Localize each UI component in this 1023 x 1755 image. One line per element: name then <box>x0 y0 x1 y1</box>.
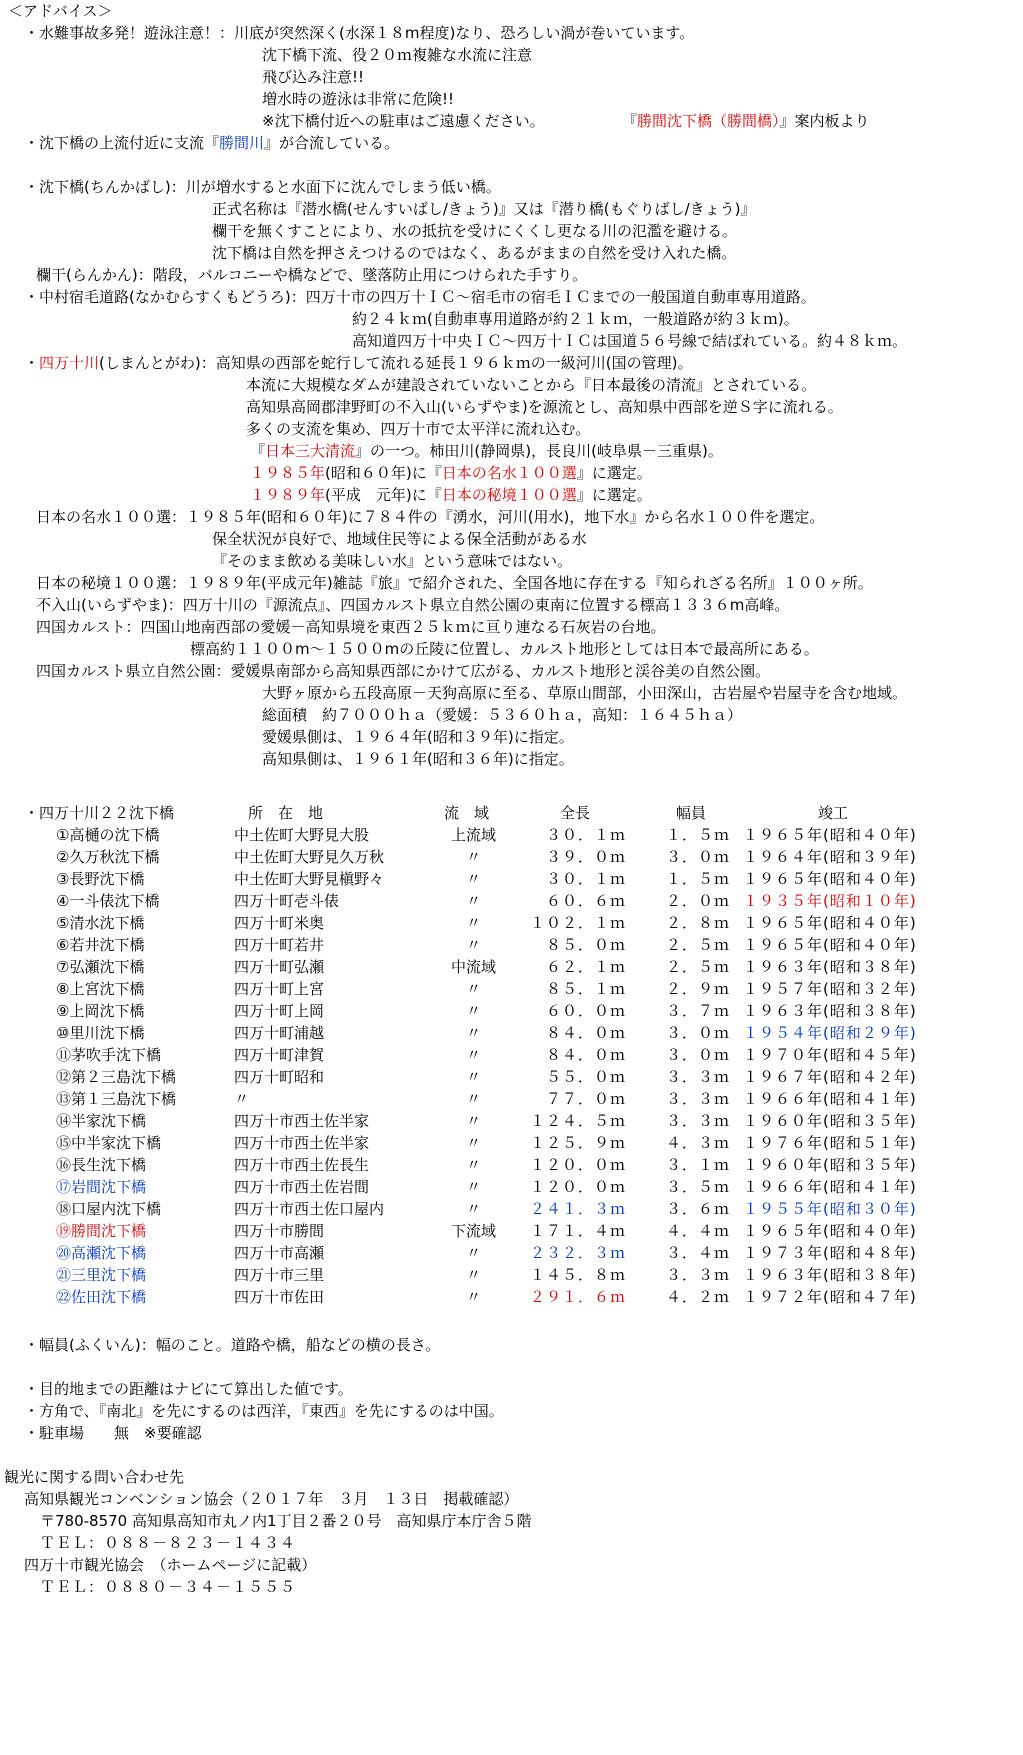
contact-org: 四万十市観光協会 （ホームページに記載） <box>24 1556 317 1574</box>
bridge-name: ⑫第２三島沈下橋 <box>56 1068 177 1086</box>
bridge-area: 〃 <box>465 1068 481 1086</box>
bridge-length: ３０．１ｍ <box>545 826 626 844</box>
table-row <box>0 912 1023 934</box>
bridge-location: 四万十町浦越 <box>234 1024 325 1042</box>
bridge-name: ③長野沈下橋 <box>56 870 145 888</box>
bridge-year: １９７３年(昭和４８年) <box>743 1244 917 1262</box>
bridge-length: １０２．１ｍ <box>529 914 626 932</box>
bridge-location: 四万十町津賀 <box>234 1046 325 1064</box>
bridge-length: ６２．１ｍ <box>545 958 626 976</box>
table-row <box>0 890 1023 912</box>
bridge-width: ３．０ｍ <box>666 1046 731 1064</box>
bridge-year: １９６６年(昭和４１年) <box>743 1090 917 1108</box>
bridge-length: ２３２．３ｍ <box>529 1244 626 1262</box>
chinka-definition: ・沈下橋(ちんかばし)：川が増水すると水面下に沈んでしまう低い橋。 <box>24 178 501 196</box>
bridge-width: ２．５ｍ <box>666 958 731 976</box>
bridge-name: ⑩里川沈下橋 <box>56 1024 145 1042</box>
bridge-area: 上流域 <box>450 826 496 844</box>
advice-warning-line: ・水難事故多発！遊泳注意！：川底が突然深く(水深１８m程度)なり、恐ろしい渦が巻いています。 <box>24 24 695 42</box>
bridge-length: １７１．４ｍ <box>529 1222 626 1240</box>
bridge-year: １９６３年(昭和３８年) <box>743 1002 917 1020</box>
bridge-length: ２４１．３ｍ <box>529 1200 626 1218</box>
bridge-length: ２９１．６ｍ <box>529 1288 626 1306</box>
table-row <box>0 846 1023 868</box>
bridge-area: 〃 <box>465 936 481 954</box>
contact-tel: ＴＥＬ：０８８－８２３－１４３４ <box>40 1534 297 1552</box>
bridge-name: ⑰岩間沈下橋 <box>56 1178 147 1196</box>
bridge-year: １９６５年(昭和４０年) <box>743 826 917 844</box>
bridge-name: ⑱口屋内沈下橋 <box>56 1200 162 1218</box>
bridge-area: 中流域 <box>450 958 496 976</box>
table-row <box>0 1198 1023 1220</box>
bridge-width: ３．５ｍ <box>666 1178 731 1196</box>
chinka-line: 欄干を無くすことにより、水の抵抗を受けにくくし更なる川の氾濫を避ける。 <box>212 222 738 240</box>
bridge-width: ４．３ｍ <box>666 1134 731 1152</box>
bridge-year: １９６０年(昭和３５年) <box>743 1112 917 1130</box>
shimanto-line: 高知県高岡郡津野町の不入山(いらずやま)を源流とし、高知県中西部を逆Ｓ字に流れる。 <box>246 398 843 416</box>
karst-park-line: 高知県側は、１９６１年(昭和３６年)に指定。 <box>262 750 574 768</box>
bridge-length: ８５．１ｍ <box>545 980 626 998</box>
bridge-name: ⑦弘瀬沈下橋 <box>56 958 145 976</box>
bridge-width: ３．０ｍ <box>666 848 731 866</box>
bridge-area: 〃 <box>465 914 481 932</box>
advice-line: 沈下橋下流、役２０ｍ複雑な水流に注意 <box>262 46 533 64</box>
karst-park-line: 愛媛県側は、１９６４年(昭和３９年)に指定。 <box>262 728 574 746</box>
note-distance: ・目的地までの距離はナビにて算出した値です。 <box>24 1380 353 1398</box>
bridge-length: １２０．０ｍ <box>529 1156 626 1174</box>
bridge-length: １４５．８ｍ <box>529 1266 626 1284</box>
bridge-location: 四万十市西土佐岩間 <box>234 1178 370 1196</box>
bridge-year: １９６６年(昭和４１年) <box>743 1178 917 1196</box>
bridge-length: １２４．５ｍ <box>529 1112 626 1130</box>
shimanto-definition: ・四万十川(しまんとがわ)：高知県の西部を蛇行して流れる延長１９６ｋｍの一級河川(国の管理)。 <box>24 354 693 372</box>
bridge-area: 〃 <box>465 1200 481 1218</box>
karst-line: 標高約１１００m～１５００mの丘陵に位置し、カルスト地形としては日本で最高所にある。 <box>190 640 819 658</box>
bridge-name: ⑭半家沈下橋 <box>56 1112 147 1130</box>
table-row <box>0 1220 1023 1242</box>
bridge-width: ２．５ｍ <box>666 936 731 954</box>
bridge-length: ８５．０ｍ <box>545 936 626 954</box>
bridge-location: 中土佐町大野見久万秋 <box>234 848 385 866</box>
bridge-location: 〃 <box>234 1090 250 1108</box>
bridge-name: ②久万秋沈下橋 <box>56 848 160 866</box>
bridge-location: 四万十市三里 <box>234 1266 325 1284</box>
shimanto-name: 四万十川 <box>39 354 100 372</box>
note-direction: ・方角で、『南北』を先にするのは西洋，『東西』を先にするのは中国。 <box>24 1402 504 1420</box>
table-row <box>0 1264 1023 1286</box>
bridge-year: １９６５年(昭和４０年) <box>743 936 917 954</box>
bridge-width: ４．２ｍ <box>666 1288 731 1306</box>
bridge-area: 〃 <box>465 1002 481 1020</box>
bridge-location: 四万十市西土佐半家 <box>234 1112 370 1130</box>
bridge-width: ３．０ｍ <box>666 1024 731 1042</box>
bridge-year: １９６７年(昭和４２年) <box>743 1068 917 1086</box>
header-title: ・四万十川２２沈下橋 <box>24 804 175 822</box>
bridge-length: ８４．０ｍ <box>545 1046 626 1064</box>
bridge-name: ⑧上宮沈下橋 <box>56 980 145 998</box>
advice-tributary-line: ・沈下橋の上流付近に支流『勝間川』が合流している。 <box>24 134 400 152</box>
contact-heading: 観光に関する問い合わせ先 <box>4 1468 185 1486</box>
table-row <box>0 1132 1023 1154</box>
bridge-width: ３．３ｍ <box>666 1090 731 1108</box>
contact-tel: ＴＥＬ：０８８０－３４－１５５５ <box>40 1578 297 1596</box>
advice-heading: ＜アドバイス＞ <box>8 2 113 20</box>
header-area: 流 域 <box>444 804 490 822</box>
bridge-name: ㉒佐田沈下橋 <box>56 1288 147 1306</box>
bridge-length: １２０．０ｍ <box>529 1178 626 1196</box>
bridge-name: ㉑三里沈下橋 <box>56 1266 147 1284</box>
bridge-year: １９７０年(昭和４５年) <box>743 1046 917 1064</box>
bridge-length: ３０．１ｍ <box>545 870 626 888</box>
bridge-area: 〃 <box>465 848 481 866</box>
bridge-width: ３．３ｍ <box>666 1266 731 1284</box>
table-row <box>0 1044 1023 1066</box>
advice-line: 飛び込み注意!! <box>262 68 365 86</box>
note-fukuin: ・幅員(ふくいん)：幅のこと。道路や橋，船などの横の長さ。 <box>24 1336 441 1354</box>
hikyo-definition: 日本の秘境１００選：１９８９年(平成元年)雑誌『旅』で紹介された、全国各地に存在する『知られざる名所』１００ヶ所。 <box>36 574 873 592</box>
bridge-year: １９６３年(昭和３８年) <box>743 1266 917 1284</box>
bridge-location: 四万十市西土佐口屋内 <box>234 1200 385 1218</box>
bridge-location: 四万十市西土佐長生 <box>234 1156 370 1174</box>
bridge-length: ７７．０ｍ <box>545 1090 626 1108</box>
bridge-year: １９６５年(昭和４０年) <box>743 914 917 932</box>
bridge-length: ５５．０ｍ <box>545 1068 626 1086</box>
meisui-definition: 日本の名水１００選：１９８５年(昭和６０年)に７８４件の『湧水，河川(用水)，地下水』から名水１００件を選定。 <box>36 508 825 526</box>
karst-park-line: 総面積 約７０００ｈａ（愛媛：５３６０ｈａ，高知：１６４５ｈａ） <box>262 706 743 724</box>
bridge-year: １９５７年(昭和３２年) <box>743 980 917 998</box>
bridge-year: １９７２年(昭和４７年) <box>743 1288 917 1306</box>
bridge-location: 四万十町上岡 <box>234 1002 325 1020</box>
bridge-area: 〃 <box>465 1090 481 1108</box>
bridge-year: １９６４年(昭和３９年) <box>743 848 917 866</box>
bridge-area: 〃 <box>465 1266 481 1284</box>
bridge-area: 〃 <box>465 1178 481 1196</box>
bridge-year: １９７６年(昭和５１年) <box>743 1134 917 1152</box>
bridge-width: ２．０ｍ <box>666 892 731 910</box>
advice-parking-line: ※沈下橋付近への駐車はご遠慮ください。 <box>262 112 545 130</box>
table-row <box>0 934 1023 956</box>
table-row <box>0 1088 1023 1110</box>
bridge-width: １．５ｍ <box>666 870 731 888</box>
advice-source: 『勝間沈下橋（勝間橋）』案内板より <box>622 112 870 130</box>
bridge-width: ３．３ｍ <box>666 1068 731 1086</box>
table-row <box>0 1000 1023 1022</box>
bridge-area: 〃 <box>465 870 481 888</box>
irazu-definition: 不入山(いらずやま)：四万十川の『源流点』、四国カルスト県立自然公園の東南に位置する標高１３３６m高峰。 <box>36 596 790 614</box>
bridge-location: 四万十市佐田 <box>234 1288 325 1306</box>
bridge-width: ３．６ｍ <box>666 1200 731 1218</box>
header-location: 所 在 地 <box>248 804 324 822</box>
road-line: 約２４ｋｍ(自動車専用道路が約２１ｋｍ，一般道路が約３ｋｍ)。 <box>352 310 799 328</box>
bridge-table-header <box>0 802 1023 824</box>
bridge-width: ３．１ｍ <box>666 1156 731 1174</box>
bridge-area: 〃 <box>465 1288 481 1306</box>
table-row <box>0 1242 1023 1264</box>
header-length: 全長 <box>560 804 591 822</box>
bridge-name: ⑥若井沈下橋 <box>56 936 145 954</box>
meisui-line: 『そのまま飲める美味しい水』という意味ではない。 <box>212 552 573 570</box>
bridge-year: １９５５年(昭和３０年) <box>743 1200 917 1218</box>
chinka-line: 正式名称は『潜水橋(せんすいばし/きょう)』又は『潜り橋(もぐりばし/きょう)』 <box>212 200 756 218</box>
bridge-year: １９３５年(昭和１０年) <box>743 892 917 910</box>
bridge-year: １９５４年(昭和２９年) <box>743 1024 917 1042</box>
table-row <box>0 1154 1023 1176</box>
chinka-line: 沈下橋は自然を押さえつけるのではなく、あるがままの自然を受け入れた橋。 <box>212 244 737 262</box>
bridge-location: 四万十町昭和 <box>234 1068 325 1086</box>
bridge-name: ⑯長生沈下橋 <box>56 1156 147 1174</box>
bridge-area: 〃 <box>465 980 481 998</box>
bridge-name: ⑳高瀬沈下橋 <box>56 1244 147 1262</box>
bridge-location: 中土佐町大野見槇野々 <box>234 870 385 888</box>
bridge-location: 四万十市勝間 <box>234 1222 325 1240</box>
bridge-length: ６０．６ｍ <box>545 892 626 910</box>
rankan-definition: 欄干(らんかん)：階段，バルコニーや橋などで、墜落防止用につけられた手すり。 <box>36 266 588 284</box>
table-row <box>0 1022 1023 1044</box>
bridge-length: ６０．０ｍ <box>545 1002 626 1020</box>
bridge-width: ２．９ｍ <box>666 980 731 998</box>
karst-park-line: 大野ヶ原から五段高原－天狗高原に至る、草原山間部，小田深山，古岩屋や岩屋寺を含む地域。 <box>262 684 908 702</box>
meisui-line: 保全状況が良好で、地域住民等による保全活動がある水 <box>212 530 587 548</box>
bridge-location: 中土佐町大野見大股 <box>234 826 370 844</box>
bridge-location: 四万十市高瀬 <box>234 1244 325 1262</box>
contact-org: 高知県観光コンベンション協会（２０１７年 ３月 １３日 掲載確認） <box>24 1490 519 1508</box>
bridge-area: 〃 <box>465 1112 481 1130</box>
bridge-name: ⑬第１三島沈下橋 <box>56 1090 177 1108</box>
bridge-location: 四万十市西土佐半家 <box>234 1134 370 1152</box>
bridge-name: ⑤清水沈下橋 <box>56 914 145 932</box>
bridge-name: ①高樋の沈下橋 <box>56 826 160 844</box>
road-line: 高知道四万十中央ＩＣ～四万十ＩＣは国道５６号線で結ばれている。約４８ｋｍ。 <box>352 332 908 350</box>
bridge-location: 四万十町上宮 <box>234 980 325 998</box>
table-row <box>0 1110 1023 1132</box>
shimanto-line: １９８５年(昭和６０年)に『日本の名水１００選』に選定。 <box>250 464 652 482</box>
table-row <box>0 1286 1023 1308</box>
bridge-name: ⑲勝間沈下橋 <box>56 1222 147 1240</box>
shimanto-line: 多くの支流を集め、四万十市で太平洋に流れ込む。 <box>246 420 591 438</box>
table-row <box>0 956 1023 978</box>
bridge-length: ８４．０ｍ <box>545 1024 626 1042</box>
bridge-area: 〃 <box>465 1244 481 1262</box>
bridge-name: ⑮中半家沈下橋 <box>56 1134 162 1152</box>
road-definition: ・中村宿毛道路(なかむらすくもどうろ)：四万十市の四万十ＩＣ～宿毛市の宿毛ＩＣまでの一般国道自動車専用道路。 <box>24 288 816 306</box>
bridge-name: ④一斗俵沈下橋 <box>56 892 160 910</box>
bridge-location: 四万十町壱斗俵 <box>234 892 340 910</box>
table-row <box>0 1176 1023 1198</box>
bridge-width: ４．４ｍ <box>666 1222 731 1240</box>
bridge-year: １９６０年(昭和３５年) <box>743 1156 917 1174</box>
bridge-area: 下流域 <box>450 1222 496 1240</box>
shimanto-line: 『日本三大清流』の一つ。柿田川(静岡県)，長良川(岐阜県－三重県)。 <box>250 442 723 460</box>
bridge-width: １．５ｍ <box>666 826 731 844</box>
bridge-area: 〃 <box>465 1046 481 1064</box>
table-row <box>0 868 1023 890</box>
bridge-width: ３．３ｍ <box>666 1112 731 1130</box>
contact-address: 〒780-8570 高知県高知市丸ノ内1丁目２番２０号 高知県庁本庁舎５階 <box>40 1512 532 1530</box>
bridge-width: ３．４ｍ <box>666 1244 731 1262</box>
bridge-name: ⑪茅吹手沈下橋 <box>56 1046 162 1064</box>
bridge-location: 四万十町米奥 <box>234 914 325 932</box>
bridge-width: ２．８ｍ <box>666 914 731 932</box>
bridge-length: ３９．０ｍ <box>545 848 626 866</box>
note-parking: ・駐車場 無 ※要確認 <box>24 1424 202 1442</box>
advice-line: 増水時の遊泳は非常に危険!! <box>262 90 455 108</box>
advice-source-bridge: 勝間沈下橋（勝間橋） <box>637 112 780 130</box>
bridge-area: 〃 <box>465 1156 481 1174</box>
bridge-year: １９６５年(昭和４０年) <box>743 870 917 888</box>
bridge-length: １２５．９ｍ <box>529 1134 626 1152</box>
header-width: 幅員 <box>676 804 707 822</box>
header-year: 竣工 <box>818 804 849 822</box>
bridge-location: 四万十町弘瀬 <box>234 958 325 976</box>
bridge-width: ３．７ｍ <box>666 1002 731 1020</box>
tributary-name: 勝間川 <box>219 134 265 152</box>
bridge-area: 〃 <box>465 892 481 910</box>
bridge-area: 〃 <box>465 1134 481 1152</box>
karst-definition: 四国カルスト：四国山地南西部の愛媛－高知県境を東西２５ｋｍに亘り連なる石灰岩の台地。 <box>36 618 666 636</box>
bridge-year: １９６３年(昭和３８年) <box>743 958 917 976</box>
bridge-location: 四万十町若井 <box>234 936 325 954</box>
table-row <box>0 978 1023 1000</box>
shimanto-line: １９８９年(平成 元年)に『日本の秘境１００選』に選定。 <box>250 486 652 504</box>
karst-park-definition: 四国カルスト県立自然公園：愛媛県南部から高知県西部にかけて広がる、カルスト地形と渓谷美の自然公園。 <box>36 662 771 680</box>
bridge-name: ⑨上岡沈下橋 <box>56 1002 145 1020</box>
bridge-year: １９６５年(昭和４０年) <box>743 1222 917 1240</box>
shimanto-line: 本流に大規模なダムが建設されていないことから『日本最後の清流』とされている。 <box>246 376 817 394</box>
table-row <box>0 1066 1023 1088</box>
table-row <box>0 824 1023 846</box>
bridge-area: 〃 <box>465 1024 481 1042</box>
